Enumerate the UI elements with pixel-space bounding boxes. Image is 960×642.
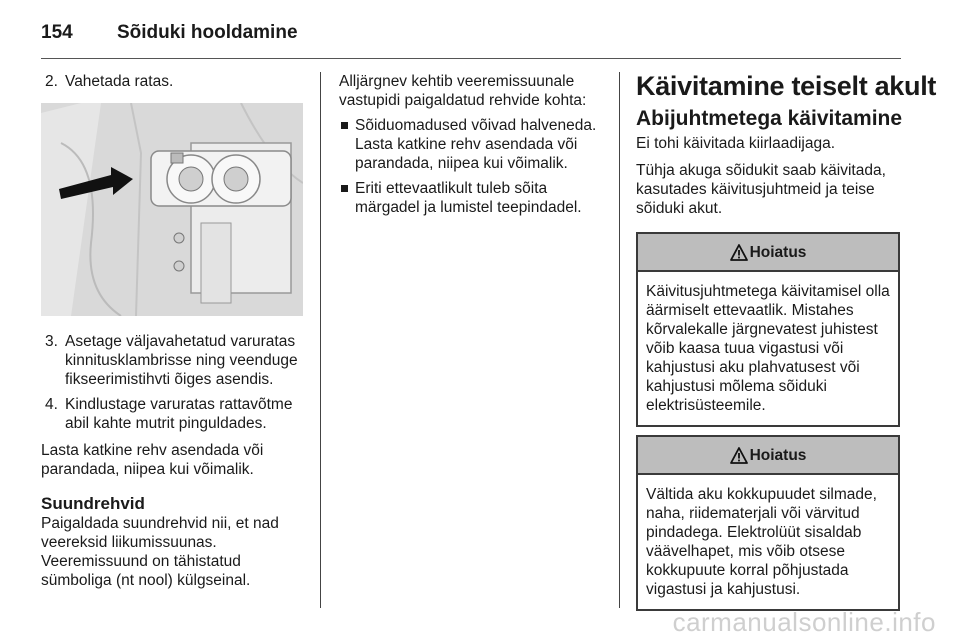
paragraph: Tühja akuga sõidukit saab käivitada, kasutades käivitusjuhtmeid ja teise sõiduki akut. xyxy=(636,162,886,217)
step-text: Asetage väljavahetatud varuratas kinnitusklambrisse ning veenduge fikseerimistihvti õiges asendis. xyxy=(65,333,298,388)
step-text: Vahetada ratas. xyxy=(65,73,174,90)
paragraph: Lasta katkine rehv asendada või parandada, niipea kui võimalik. xyxy=(41,442,264,478)
warning-box xyxy=(636,435,900,611)
step-4 xyxy=(41,395,303,433)
column-divider xyxy=(320,72,321,608)
page-header xyxy=(41,16,901,56)
paragraph: Ei tohi käivitada kiirlaadijaga. xyxy=(636,135,836,152)
warning-title: Hoiatus xyxy=(749,446,807,464)
page-number: 154 xyxy=(41,22,73,43)
step-number: 4. xyxy=(45,396,58,413)
bullet-item xyxy=(339,179,609,217)
watermark: carmanualsonline.info xyxy=(672,607,936,637)
subsection-heading: Abijuhtmetega käivitamine xyxy=(636,107,903,130)
warning-box xyxy=(636,232,900,427)
bullet-square-icon xyxy=(341,185,348,192)
section-heading: Käivitamine teiselt akult xyxy=(636,71,937,101)
step-2 xyxy=(41,72,303,91)
warning-triangle-icon xyxy=(730,447,748,464)
step-3 xyxy=(41,332,303,389)
spare-wheel-bracket-illustration xyxy=(41,103,303,316)
subheading-directional-tyres: Suundrehvid xyxy=(41,494,145,513)
warning-title: Hoiatus xyxy=(749,243,807,261)
step-number: 3. xyxy=(45,333,58,350)
step-text: Kindlustage varuratas rattavõtme abil kahte mutrit pinguldades. xyxy=(65,396,293,432)
warning-header xyxy=(638,437,898,475)
page-title: Sõiduki hooldamine xyxy=(117,22,298,43)
column-divider xyxy=(619,72,620,608)
column-middle xyxy=(339,72,609,217)
column-right xyxy=(636,71,937,611)
bullet-square-icon xyxy=(341,122,348,129)
warning-triangle-icon xyxy=(730,244,748,261)
warning-text: Käivitusjuhtmetega käivitamisel olla äärmiselt ettevaatlik. Mistahes kõrvalekalle järgnevatest juhistest võib kaasa tuua vigastusi või kahjustusi aku plahvatusest või kahjustusi mõlema sõiduki elektrisüsteemile. xyxy=(646,283,890,414)
warning-header xyxy=(638,234,898,272)
header-divider xyxy=(41,58,901,59)
paragraph: Paigaldada suundrehvid nii, et nad veereksid liikumissuunas. Veeremissuund on tähistatud sümboliga (nt nool) külgseinal. xyxy=(41,515,279,589)
paragraph: Alljärgnev kehtib veeremissuunale vastupidi paigaldatud rehvide kohta: xyxy=(339,73,587,109)
bullet-text: Eriti ettevaatlikult tuleb sõita märgadel ja lumistel teepindadel. xyxy=(355,180,582,216)
bullet-text: Sõiduomadused võivad halveneda. Lasta katkine rehv asendada või parandada, niipea kui võimalik. xyxy=(355,117,597,172)
bullet-item xyxy=(339,116,609,173)
step-number: 2. xyxy=(45,73,58,90)
warning-text: Vältida aku kokkupuudet silmade, naha, riidematerjali või värvitud pindadega. Elektrolüüt sisaldab väävelhapet, mis võib otsese kokkupuute korral põhjustada vigastusi ja kahjustusi. xyxy=(646,486,877,598)
column-left xyxy=(41,72,303,590)
